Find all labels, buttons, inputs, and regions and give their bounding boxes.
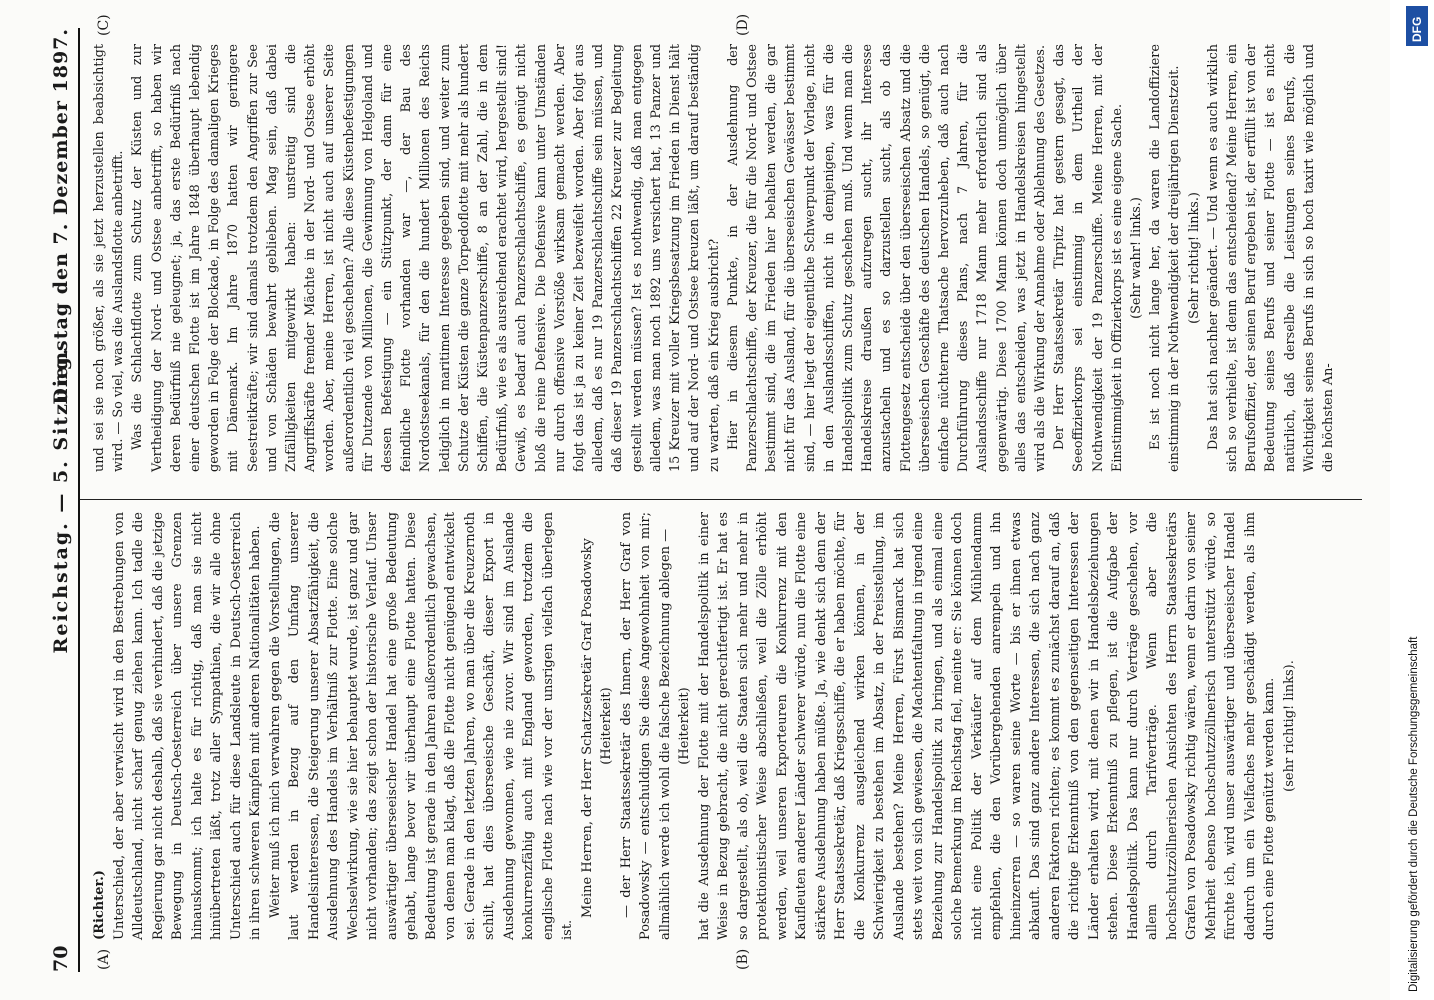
paragraph: Der Herr Staatssekretär Tirpitz hat gestern gesagt, das Seeoffizierkorps sei einstimmig in dem Urtheil der Nothwendigkeit der 19 Panzerschiffe. Meine Herren, mit der Einstimmigkeit in Offizierkorps ist es eine eigene Sache. (1052, 44, 1125, 472)
dfg-logo (1406, 6, 1428, 46)
page-header (46, 28, 80, 972)
laughter-note: (Heiterkeit) (677, 687, 692, 765)
column-divider (80, 499, 1362, 500)
paragraph: Unterschied, der aber verwischt wird in den Bestrebungen von Alldeutschland, nicht scharf genug ziehen kann. Ich tadle die Regierung gar nicht deshalb, daß sie verhindert, daß die jetzige Bewegung in Deutsch-Oesterreich über unsere Grenzen hinauskommt; ich halte es für richtig, daß man sie nicht hinübertreten läßt, trotz aller Sympathien, die wir alle ohne Unterschied auch für diese Landsleute in Deutsch-Oesterreich in ihren schweren Kämpfen mit anderen Nationalitäten haben. (111, 512, 263, 940)
applause-note: (Sehr richtig! links.) (1186, 192, 1202, 324)
page-number: 70 (50, 945, 72, 972)
margin-marker-d: (D) (735, 13, 751, 36)
paragraph: Was die Schlachtflotte zum Schutz der Küsten und zur Vertheidigung der Nord- und Ostsee anbetrifft, so haben wir deren Bedürfniß nie geleugnet; ja, das erste Bedürfniß nach einer deutschen Flotte ist im Jahre 1848 überhaupt lebendig geworden in Folge der Blockade, in Folge des damaligen Krieges mit Dänemark. Im Jahre 1870 hatten wir geringere Seestreitkräfte; wir sind damals trotzdem den Angriffen zur See und von Schäden bewahrt geblieben. Mag sein, daß dabei Zufälligkeiten mitgewirkt haben: unstreitig sind die Angriffskräfte fremder Mächte in der Nord- und Ostsee erhöht worden. Aber, meine Herren, ist nicht auch auf unserer Seite außerordentlich viel geschehen? Alle diese Küstenbefestigungen für Dutzende von Millionen, die Gewinnung von Helgoland und dessen Befestigung — ein Stützpunkt, der dann für eine feindliche Flotte vorhanden war —, der Bau des Nordostseekanals, für den die hundert Millionen des Reichs lediglich in maritimen Interesse gegeben sind, und weiter zum Schutze der Küsten die ganze Torpedoflotte mit mehr als hundert Schiffen, die Küstenpanzerschiffe, 8 an der Zahl, die in dem Bedürfniß, wie es als ausreichend erachtet wird, hergestellt sind! Gewiß, es bedarf auch Panzerschlachtschiffe, es genügt nicht bloß die reine Defensive. Die Defensive kann unter Umständen nur durch offensive Vorstöße wirksam gemacht werden. Aber folgt das ist ja zu keiner Zeit bezweifelt worden. Aber folgt aus alledem, daß es nur 19 Panzerschlachtschiffe sein müssen, und daß dieser 19 Panzerschlachtschiffen 22 Kreuzer zur Begleitung gestellt werden müssen? Ist es nothwendig, daß man entgegen alledem, was man noch 1892 uns versichert hat, 13 Panzer und 15 Kreuzer mit voller Kriegsbesatzung im Frieden in Dienst hält und auf der Nord- und Ostsee kreuzen läßt, um darauf beständig zu warten, daß ein Krieg ausbricht? (130, 44, 722, 472)
session-title: Reichstag. — 5. Sitzung. (50, 346, 72, 654)
header-rule (78, 28, 80, 972)
paragraph: hat die Ausdehnung der Flotte mit der Handelspolitik in einer Weise in Bezug gebracht, die nicht gerechtfertigt ist. Er hat es so dargestellt, als ob, weil die Staaten sich mehr und mehr in protektionistischer Weise abschließen, weil die Zölle erhöht werden, weil unseren Exporteuren die Konkurrenz mit den Kaufleuten anderer Länder schwerer würde, nun die Flotte eine stärkere Ausdehnung haben müßte. Ja, wie denkt sich denn der Herr Staatssekretär, daß Kriegsschiffe, die er haben möchte, für die Konkurrenz ausgleichend wirken können, in der Schwierigkeit zu bestehen im Absatz, in der Preisstellung, im Auslande bestehen? Meine Herren, Fürst Bismarck hat sich stets weit von sich gewiesen, die Machtentfaltung in irgend eine Beziehung zur Handelspolitik zu bringen, und als einmal eine solche Bemerkung im Reichstag fiel, meinte er: Sie können doch nicht eine Politik der Verkäufer auf dem Mühlendamm empfehlen, die den Vorübergehenden anrempeln und ihn hineinzerren — so waren seine Worte — bis er ihnen etwas abkauft. Das sind ganz andere Interessen, die sich nach ganz anderen Faktoren richten; es kommt es zunächst darauf an, daß die richtige Erkenntniß von den gegenseitigen Interessen der Länder erhalten wird, mit denen wir in Handelsbeziehungen stehen. Diese Erkenntniß zu pflegen, ist die Aufgabe der Handelspolitik. Das kann nur durch Verträge geschehen, vor allem durch Tarifverträge. Wenn aber die hochschutzzöllnerischen Ansichten des Herrn Staatssekretärs Grafen von Posadowsky richtig wären, wenn er darin von seiner Mehrheit ebenso hochschutzzöllnerisch unterstützt würde, so fürchte ich, wird unser auswärtiger und überseeischer Handel dadurch um ein Vielfaches mehr geschädigt werden, als ihm durch eine Flotte genützt werden kann. (696, 512, 1277, 940)
dfg-sidebar (1400, 0, 1434, 1000)
margin-marker-b: (B) (735, 948, 751, 970)
paragraph: Es ist noch nicht lange her, da waren die Landoffiziere einstimmig in der Nothwendigkeit der dreijährigen Dienstzeit. (1148, 44, 1183, 472)
digitization-note: Digitalisierung gefördert durch die Deutsche Forschungsgemeinschaft (1408, 636, 1420, 992)
speaker-label: (Richter.) (92, 870, 107, 940)
paragraph: Das hat sich nachher geändert. — Und wenn es auch wirklich sich so verhielte, ist denn das entscheidend? Meine Herren, ein Berufsoffizier, der seinen Beruf ergeben ist, der erfüllt ist von der Bedeutung seines Berufs und seiner Flotte — ist es nicht natürlich, daß derselbe die Leistungen seines Berufs, die Wichtigkeit seines Berufs in sich so hoch taxirt wie möglich und die höchsten An- (1205, 44, 1336, 472)
paragraph: Weiter muß ich mich verwahren gegen die Vorstellungen, die laut werden in Bezug auf den Umfang unserer Handelsinteressen, die Steigerung unserer Absatzfähigkeit, die Ausdehnung des Handels im Verhältniß zur Flotte. Eine solche Wechselwirkung, wie sie hier behauptet wurde, ist ganz und gar nicht vorhanden; das zeigt schon der historische Verlauf. Unser auswärtiger überseeischer Handel hat eine große Bedeutung gehabt, lange bevor wir überhaupt eine Flotte hatten. Diese Bedeutung ist gerade in den Jahren außerordentlich gewachsen, von denen man klagt, daß die Flotte nicht genügend entwickelt sei. Gerade in den letzten Jahren, wo man über die Kreuzernoth schilt, hat dies überseeische Geschäft, dieser Export in Ausdehnung gewonnen, wie nie zuvor. Wir sind im Auslande konkurrenzfähig auch mit England geworden, trotzdem die englische Flotte nach wie vor der unsrigen vielfach überlegen ist. (267, 512, 575, 940)
paragraph: und sei sie noch größer, als sie jetzt herzustellen beabsichtigt wird. — So viel, was die Auslandsflotte anbetrifft. (92, 44, 127, 472)
applause-note: (Sehr wahr! links.) (1128, 197, 1144, 319)
interjection: — der Herr Staatssekretär des Innern, der Herr Graf von Posadowsky — entschuldigen Sie diese Angewohnheit von mir; allmählich werde ich wohl die falsche Bezeichnung ablegen — (618, 512, 673, 940)
session-date: Dienstag den 7. Dezember 1897. (50, 28, 72, 405)
paragraph: Meine Herren, der Herr Schatzsekretär Graf Posadowsky (579, 538, 595, 918)
margin-marker-c: (C) (96, 14, 112, 36)
paragraph: Hier in diesem Punkte, in der Ausdehnung der Panzerschlachtschiffe, der Kreuzer, die für die Nord- und Ostsee bestimmt sind, die im Frieden hier behalten werden, die gar nicht für das Ausland, für die überseeischen Gewässer bestimmt sind, — hier liegt der eigentliche Schwerpunkt der Vorlage, nicht in den Auslandsschiffen, nicht in demjenigen, was für die Handelspolitik zum Schutz geschehen muß. Und wenn man die Handelskreise draußen aufzuregen sucht, ihr Interesse anzustacheln und es so darzustellen sucht, als ob das Flottengesetz entscheide über den überseeischen Absatz und die überseeischen Geschäfte des deutschen Handels, so genügt, die einfache nüchterne Thatsache hervorzuheben, daß auch nach Durchführung dieses Plans, nach 7 Jahren, für die Auslandsschiffe nur 1718 Mann mehr erforderlich sind als gegenwärtig. Diese 1700 Mann können doch unmöglich über alles das entscheiden, was jetzt in Handelskreisen hingestellt wird als die Wirkung der Annahme oder Ablehnung des Gesetzes. (725, 44, 1048, 472)
margin-marker-a: (A) (96, 948, 112, 970)
dfg-logo-text: DFG (1410, 16, 1424, 42)
right-column (90, 44, 1350, 472)
applause-note: (sehr richtig! links). (1281, 660, 1297, 792)
laughter-note: (Heiterkeit) (599, 687, 614, 765)
left-column (90, 512, 1350, 940)
